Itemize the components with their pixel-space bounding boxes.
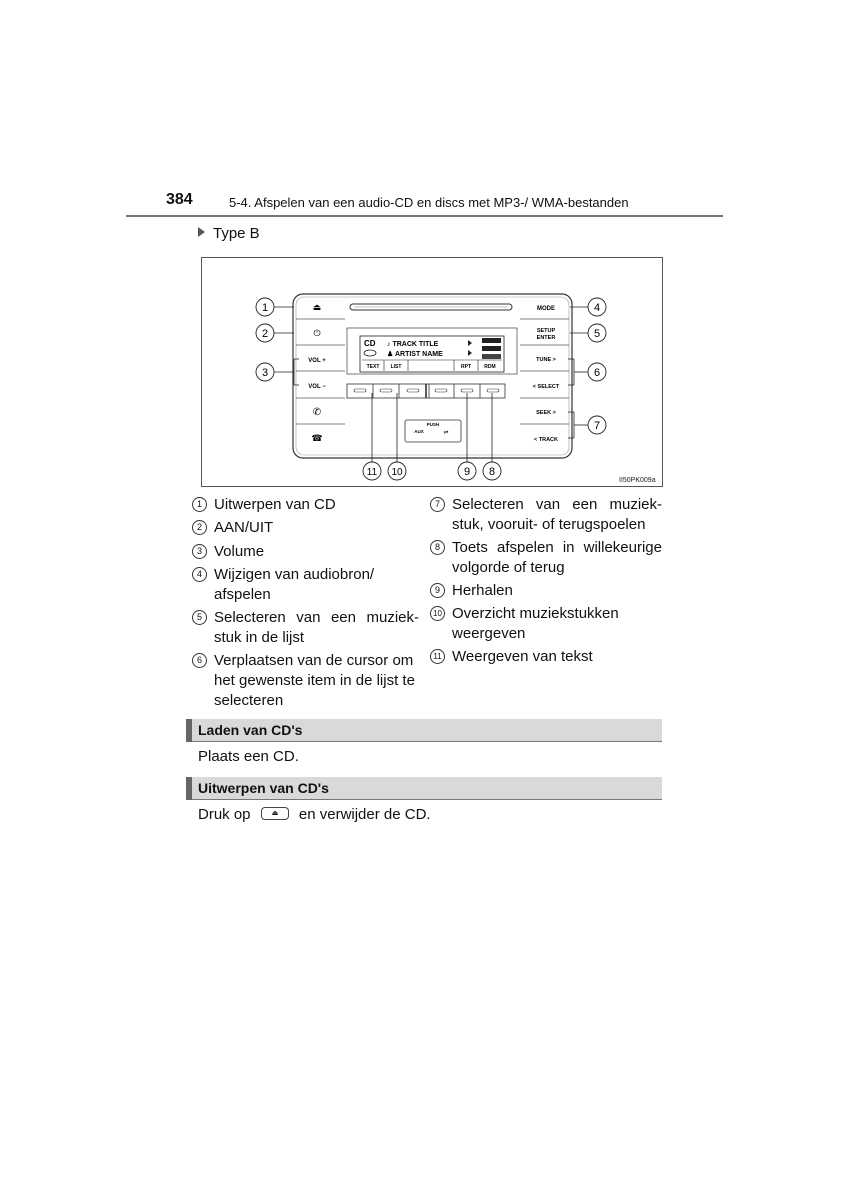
body-text-after: en verwijder de CD.	[298, 806, 431, 823]
svg-text:3: 3	[261, 367, 269, 379]
section-body-eject	[198, 806, 431, 823]
legend-item-7	[430, 495, 662, 537]
svg-text:1: 1	[261, 302, 269, 314]
legend-number: 3	[192, 544, 207, 559]
tune-label: TUNE >	[536, 357, 556, 363]
legend-number: 4	[192, 567, 207, 582]
phone-hangup-icon: ☎	[311, 433, 323, 443]
legend-number: 8	[430, 540, 445, 555]
legend-item-1	[192, 495, 422, 517]
section-title: Laden van CD's	[198, 722, 303, 738]
track-label: < TRACK	[534, 437, 558, 443]
display-track: ♪ TRACK TITLE	[387, 341, 439, 348]
legend-item-5	[192, 608, 422, 650]
legend-text: Herhalen	[452, 582, 513, 599]
section-header-ejecting	[186, 777, 662, 800]
svg-text:8: 8	[488, 466, 496, 478]
svg-text:9: 9	[463, 466, 471, 478]
push-label: PUSH	[426, 422, 440, 427]
section-header-loading	[186, 719, 662, 742]
legend-item-3	[192, 542, 422, 564]
audio-unit-figure	[201, 257, 663, 487]
eject-button-icon: ⏏	[261, 807, 289, 820]
section-title: Uitwerpen van CD's	[198, 780, 329, 796]
legend-text: Weergeven van tekst	[452, 648, 593, 665]
display-cd: CD	[364, 339, 376, 348]
seek-label: SEEK >	[536, 410, 556, 416]
legend-item-6	[192, 651, 422, 713]
audio-unit-illustration	[202, 258, 662, 486]
setup-label: SETUP	[536, 328, 556, 334]
legend-text: Overzicht muziekstukken weergeven	[452, 605, 619, 642]
softkey-rpt: RPT	[461, 364, 471, 370]
svg-text:7: 7	[593, 420, 601, 432]
svg-text:6: 6	[593, 367, 601, 379]
legend-item-2	[192, 518, 422, 540]
header-divider	[126, 215, 723, 217]
legend-text: Volume	[214, 543, 265, 560]
vol-down-label: VOL −	[308, 384, 326, 390]
figure-code: II50PK009a	[619, 477, 656, 484]
legend-text: AAN/UIT	[214, 519, 274, 536]
body-text-before: Druk op	[198, 806, 251, 823]
legend-number: 5	[192, 610, 207, 625]
triangle-bullet-icon	[198, 227, 205, 237]
legend-text: Selecteren van een muziek-stuk, vooruit- of terugspoelen	[452, 496, 662, 533]
svg-text:5: 5	[593, 328, 601, 340]
chapter-title: 5-4. Afspelen van een audio-CD en discs met MP3-/ WMA-bestanden	[229, 195, 629, 210]
vol-up-label: VOL +	[308, 358, 326, 364]
legend-number: 1	[192, 497, 207, 512]
type-label-text: Type B	[213, 225, 260, 242]
section-body: Plaats een CD.	[198, 748, 299, 765]
power-icon: ⏻	[313, 328, 321, 338]
svg-text:4: 4	[593, 302, 601, 314]
display-artist: ♟ ARTIST NAME	[387, 351, 443, 358]
svg-text:10: 10	[391, 467, 403, 478]
select-label: < SELECT	[532, 384, 560, 390]
page-number: 384	[166, 191, 193, 208]
legend-number: 9	[430, 583, 445, 598]
aux-label: AUX	[414, 429, 424, 434]
legend-text: Verplaatsen van de cursor om het gewenste item in de lijst te selecteren	[214, 652, 415, 709]
legend-number: 2	[192, 520, 207, 535]
legend-number: 6	[192, 653, 207, 668]
legend-item-10	[430, 604, 662, 646]
svg-text:2: 2	[261, 328, 269, 340]
legend-item-8	[430, 538, 662, 580]
phone-pickup-icon: ✆	[312, 407, 322, 418]
legend-text: Toets afspelen in willekeurige volgorde of terug	[452, 539, 662, 576]
type-label	[198, 225, 260, 242]
softkey-rdm: RDM	[484, 364, 496, 370]
softkey-text: TEXT	[366, 364, 380, 370]
legend-item-4	[192, 565, 422, 607]
legend-text: Wijzigen van audiobron/ afspelen	[214, 566, 375, 603]
legend-text: Uitwerpen van CD	[214, 496, 336, 513]
legend-item-9	[430, 581, 662, 603]
usb-icon: ⇌	[443, 430, 449, 436]
legend-item-11	[430, 647, 662, 669]
svg-text:11: 11	[366, 467, 378, 478]
mode-label: MODE	[537, 306, 555, 312]
legend-text: Selecteren van een muziek-stuk in de lijst	[214, 609, 419, 646]
softkey-list: LIST	[390, 364, 402, 370]
eject-icon: ⏏	[312, 302, 322, 312]
enter-label: ENTER	[536, 335, 556, 341]
legend-number: 7	[430, 497, 445, 512]
legend-number: 11	[430, 649, 445, 664]
legend-number: 10	[430, 606, 445, 621]
